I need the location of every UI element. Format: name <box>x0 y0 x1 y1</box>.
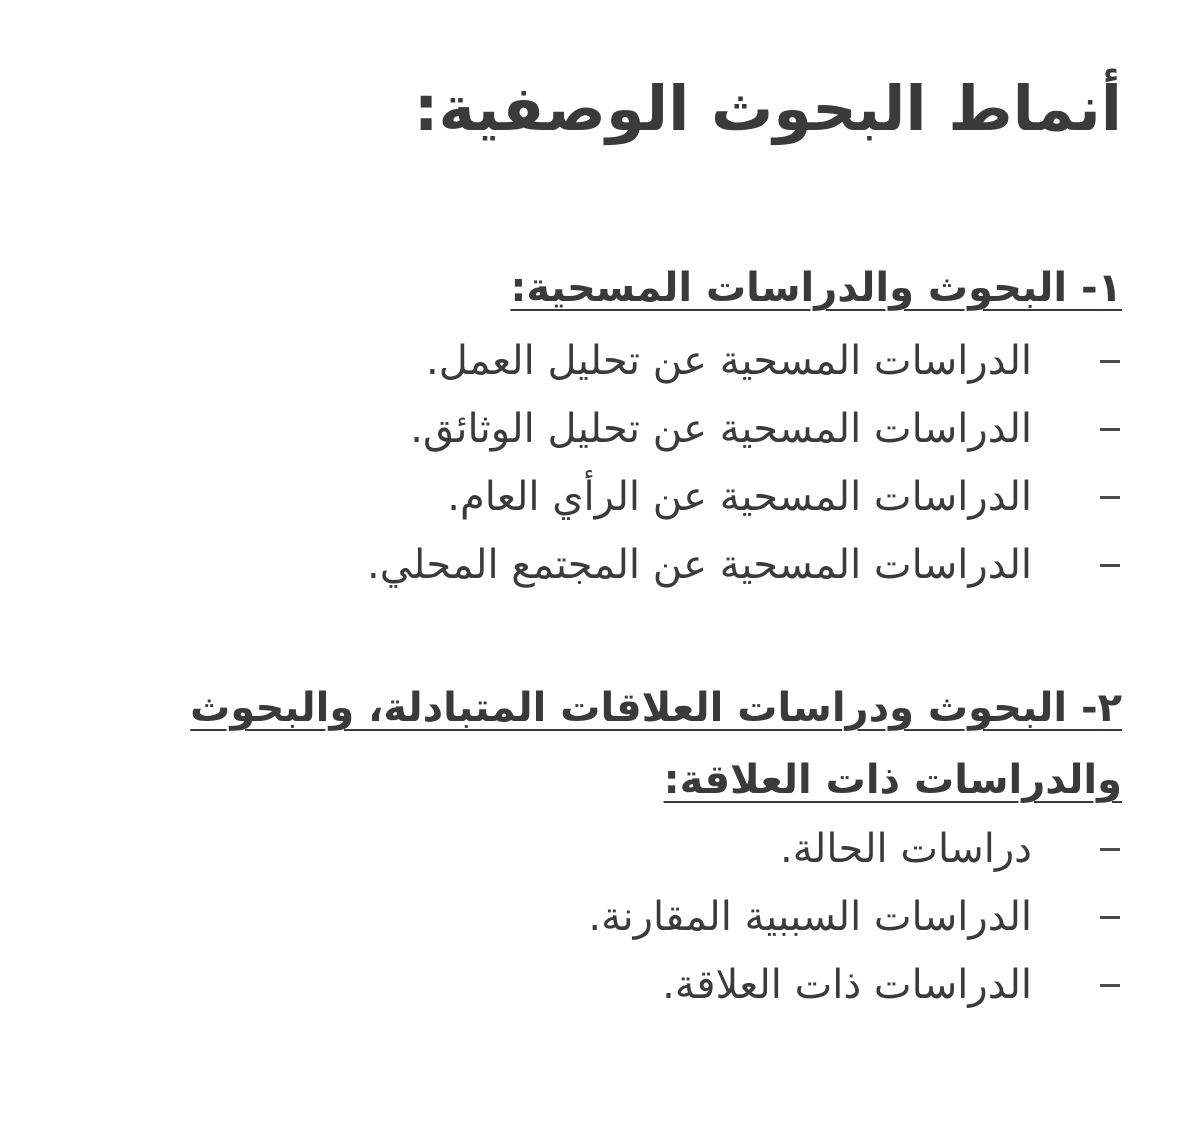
list-item-text: الدراسات المسحية عن تحليل العمل. <box>426 338 1032 384</box>
list-item <box>588 815 1122 883</box>
list-item-text: الدراسات السببية المقارنة. <box>588 894 1032 940</box>
list-item <box>588 883 1122 951</box>
dash-bullet-icon <box>1100 360 1120 363</box>
dash-bullet-icon <box>1100 848 1120 851</box>
dash-bullet-icon <box>1100 496 1120 499</box>
section-heading-relationship-studies: ٢- البحوث ودراسات العلاقات المتبادلة، والبحوث والدراسات ذات العلاقة: <box>190 685 1122 803</box>
list-item-text: الدراسات المسحية عن تحليل الوثائق. <box>410 406 1032 452</box>
list-item-text: دراسات الحالة. <box>780 826 1032 872</box>
dash-bullet-icon <box>1100 564 1120 567</box>
dash-bullet-icon <box>1100 916 1120 919</box>
section-heading-survey-studies: ١- البحوث والدراسات المسحية: <box>510 265 1122 311</box>
survey-studies-list <box>367 327 1122 599</box>
page-title: أنماط البحوث الوصفية: <box>413 72 1122 145</box>
list-item <box>367 327 1122 395</box>
list-item <box>588 951 1122 1019</box>
list-item <box>367 463 1122 531</box>
list-item <box>367 531 1122 599</box>
dash-bullet-icon <box>1100 984 1120 987</box>
list-item-text: الدراسات المسحية عن الرأي العام. <box>447 474 1032 520</box>
list-item-text: الدراسات المسحية عن المجتمع المحلي. <box>367 542 1032 588</box>
relationship-studies-list <box>588 815 1122 1019</box>
list-item <box>367 395 1122 463</box>
list-item-text: الدراسات ذات العلاقة. <box>662 962 1032 1008</box>
dash-bullet-icon <box>1100 428 1120 431</box>
